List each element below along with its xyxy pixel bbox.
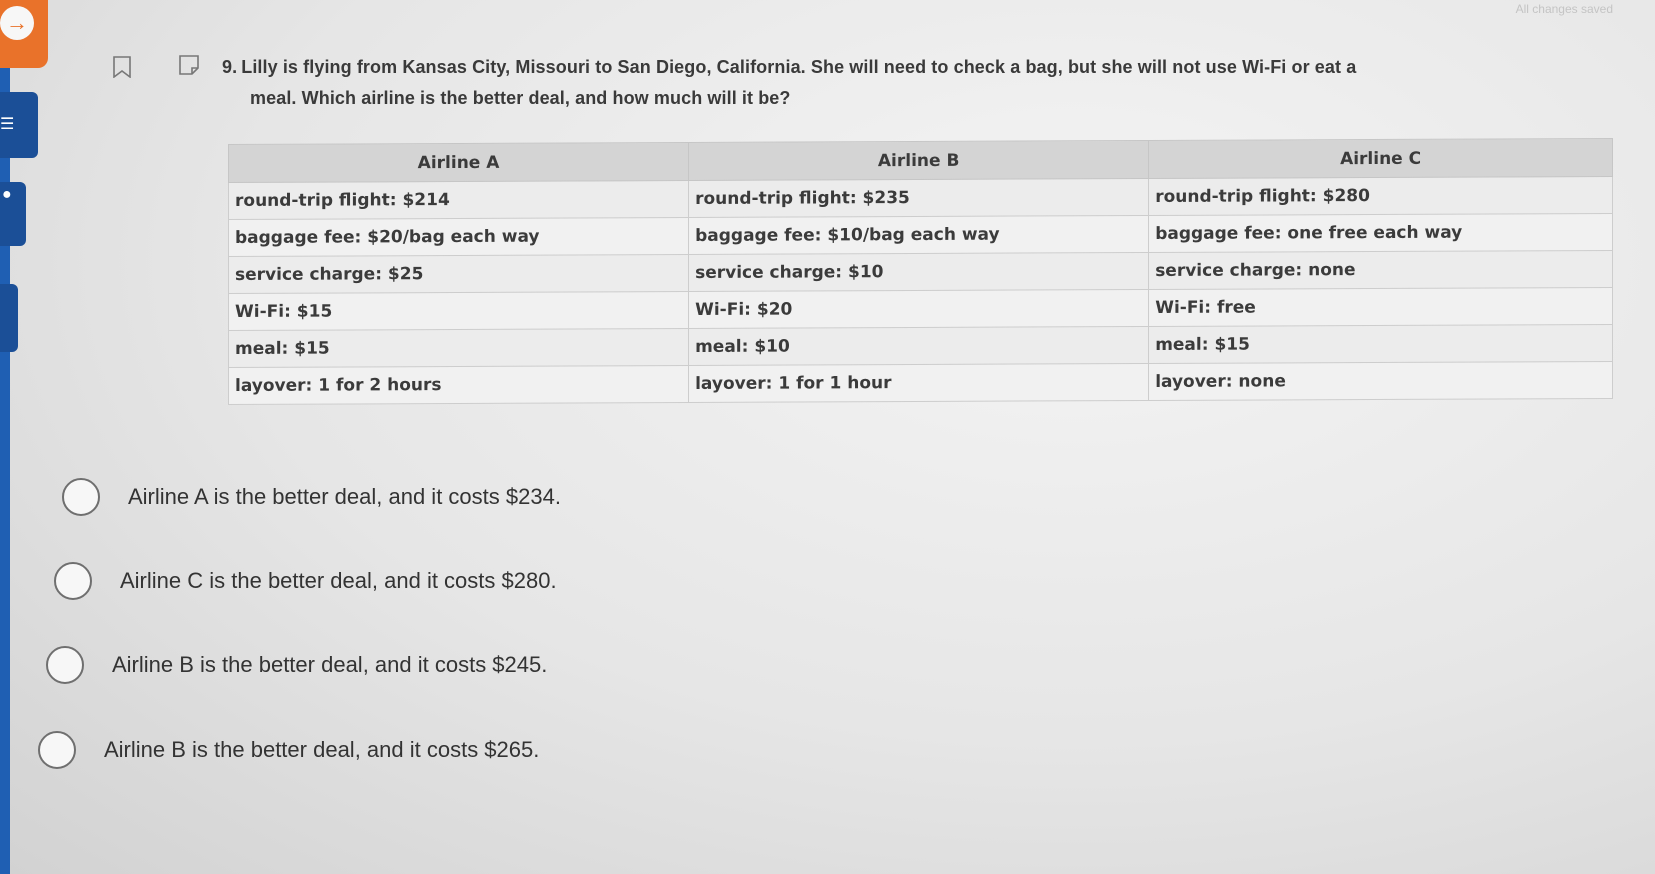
question-line-1: Lilly is flying from Kansas City, Missouri to San Diego, California. She will need to check a bag, but she will not use Wi-Fi or eat a <box>241 57 1357 77</box>
answer-choice-3[interactable] <box>46 646 547 684</box>
table-cell: meal: $15 <box>1149 324 1613 363</box>
table-cell: round-trip flight: $214 <box>229 180 689 219</box>
tool-panel-tab[interactable] <box>0 92 38 158</box>
radio-button[interactable] <box>38 731 76 769</box>
header-airline-c: Airline C <box>1149 138 1613 178</box>
choice-label: Airline B is the better deal, and it costs $265. <box>104 737 540 762</box>
airline-comparison-table <box>228 138 1613 405</box>
table-cell: service charge: $10 <box>689 252 1149 291</box>
question-text <box>222 52 1612 114</box>
radio-button[interactable] <box>54 562 92 600</box>
table-cell: meal: $10 <box>689 326 1149 365</box>
table-cell: baggage fee: $10/bag each way <box>689 215 1149 254</box>
radio-button[interactable] <box>46 646 84 684</box>
table-cell: Wi-Fi: $20 <box>689 289 1149 328</box>
choice-label: Airline C is the better deal, and it costs $280. <box>120 568 557 593</box>
radio-button[interactable] <box>62 478 100 516</box>
answer-choice-2[interactable] <box>54 562 557 600</box>
choice-label: Airline A is the better deal, and it costs $234. <box>128 484 561 509</box>
table-cell: layover: 1 for 1 hour <box>689 363 1149 402</box>
nav-back-tab[interactable] <box>0 0 48 68</box>
header-airline-a: Airline A <box>229 142 689 182</box>
header-airline-b: Airline B <box>689 140 1149 180</box>
table-cell: service charge: $25 <box>229 254 689 293</box>
answer-choice-4[interactable] <box>38 731 539 769</box>
stack-icon: ☰ <box>0 116 15 133</box>
table-cell: baggage fee: one free each way <box>1149 213 1613 252</box>
table-cell: meal: $15 <box>229 328 689 367</box>
table-row <box>229 324 1613 367</box>
table-cell: round-trip flight: $235 <box>689 178 1149 217</box>
table-cell: baggage fee: $20/bag each way <box>229 217 689 256</box>
table-row <box>229 176 1613 219</box>
answer-choice-1[interactable] <box>62 478 561 516</box>
hint-panel-tab[interactable] <box>0 182 26 246</box>
lightbulb-icon: ● <box>2 186 12 203</box>
table-cell: layover: none <box>1149 361 1613 400</box>
table-row <box>229 250 1613 293</box>
table-row <box>229 361 1613 404</box>
table-header-row <box>229 138 1613 182</box>
side-panel-tab[interactable] <box>0 284 18 352</box>
table-row <box>229 213 1613 256</box>
table-cell: Wi-Fi: $15 <box>229 291 689 330</box>
question-line-2: meal. Which airline is the better deal, and how much will it be? <box>250 88 791 108</box>
save-status: All changes saved <box>1515 2 1613 16</box>
table-cell: round-trip flight: $280 <box>1149 176 1613 215</box>
arrow-right-icon[interactable]: → <box>0 6 34 40</box>
table-cell: service charge: none <box>1149 250 1613 289</box>
note-icon[interactable] <box>178 54 200 76</box>
table-cell: layover: 1 for 2 hours <box>229 365 689 404</box>
table-cell: Wi-Fi: free <box>1149 287 1613 326</box>
table-row <box>229 287 1613 330</box>
question-number: 9. <box>222 57 238 77</box>
bookmark-icon[interactable] <box>112 56 132 78</box>
choice-label: Airline B is the better deal, and it costs $245. <box>112 652 548 677</box>
